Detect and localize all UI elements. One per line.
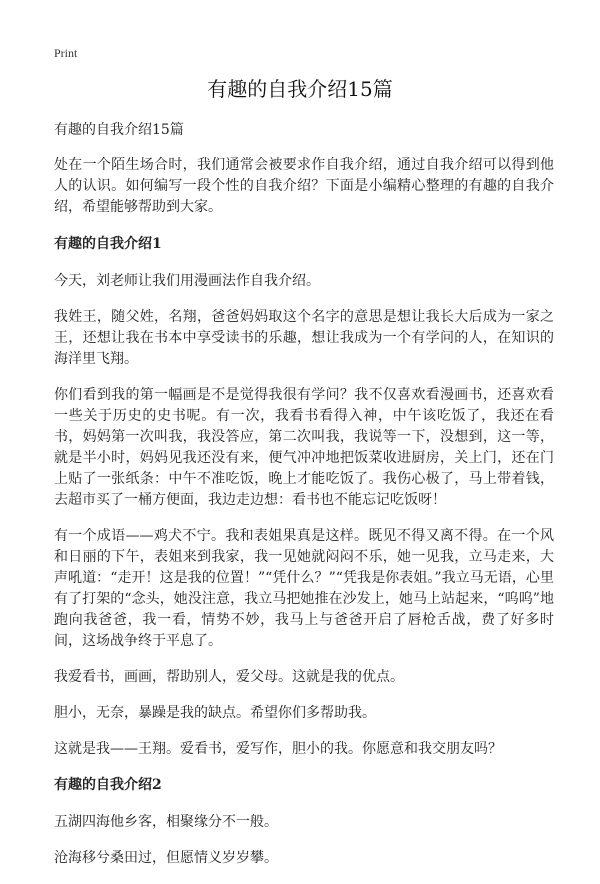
print-link[interactable]: Print — [54, 46, 78, 60]
section-heading: 有趣的自我介绍2 — [54, 777, 162, 793]
paragraph: 沧海移兮桑田过，但愿情义岁岁攀。 — [54, 850, 278, 866]
paragraph: 五湖四海他乡客，相聚缘分不一般。 — [54, 814, 278, 830]
document-subtitle: 有趣的自我介绍15篇 — [54, 122, 184, 138]
paragraph: 胆小，无奈，暴躁是我的缺点。希望你们多帮助我。 — [54, 705, 376, 721]
paragraph: 今天，刘老师让我们用漫画法作自我介绍。 — [54, 273, 320, 289]
paragraph: 你们看到我的第一幅画是不是觉得我很有学问？我不仅喜欢看漫画书，还喜欢看一些关于历史的史书呢。有一次，我看书看得入神，中午该吃饭了，我还在看书，妈妈第一次叫我，我没答应，第二次叫我，我说等一下，没想到，这一等，就是半小时，妈妈见我还没有来，便气冲冲地把饭菜收进厨房，关上门，还在门上贴了一张纸条：中午不准吃饭，晚上才能吃饭了。我伤心极了，马上带着钱，去超市买了一桶方便面，我边走边想：看书也不能忘记吃饭呀！ — [54, 387, 554, 508]
paragraph: 这就是我——王翔。爱看书，爱写作，胆小的我。你愿意和我交朋友吗？ — [54, 741, 502, 757]
section-heading: 有趣的自我介绍1 — [54, 236, 162, 252]
document-title: 有趣的自我介绍15篇 — [207, 77, 393, 101]
paragraph: 我姓王，随父姓，名翔，爸爸妈妈取这个名字的意思是想让我长大后成为一家之王，还想让我在书本中享受读书的乐趣，想让我成为一个有学问的人，在知识的海洋里飞翔。 — [54, 309, 554, 367]
paragraph: 有一个成语——鸡犬不宁。我和表姐果真是这样。既见不得又离不得。在一个风和日丽的下午，表姐来到我家，我一见她就闷闷不乐，她一见我，立马走来，大声吼道：“走开！这是我的位置！”“凭什么？”“凭我是你表姐。”我立马无语，心里有了打架的“念头，她没注意，我立马把她推在沙发上，她马上站起来，“呜呜”地跑向我爸爸，我一看，情势不妙，我马上与爸爸开启了唇枪舌战，费了好多时间，这场战争终于平息了。 — [54, 528, 554, 649]
intro-paragraph: 处在一个陌生场合时，我们通常会被要求作自我介绍，通过自我介绍可以得到他人的认识。如何编写一段个性的自我介绍？下面是小编精心整理的有趣的自我介绍，希望能够帮助到大家。 — [54, 157, 554, 215]
document-body — [54, 120, 554, 884]
paragraph: 我爱看书，画画，帮助别人，爱父母。这就是我的优点。 — [54, 669, 404, 685]
